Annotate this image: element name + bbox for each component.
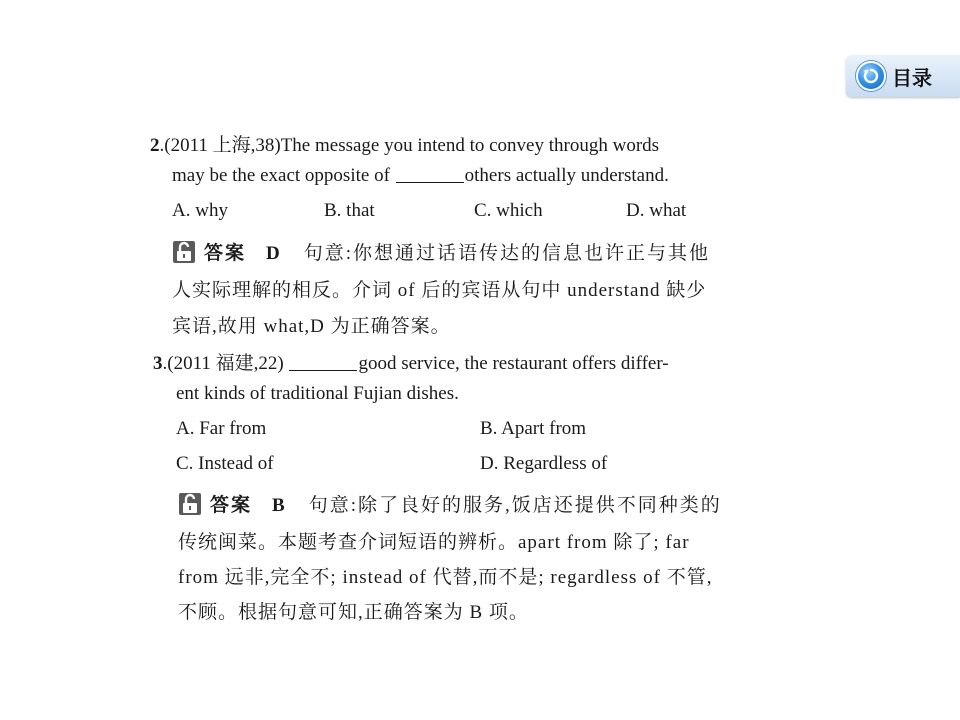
q3-answer-line bbox=[178, 490, 722, 517]
toc-button[interactable] bbox=[846, 55, 960, 97]
q3-line-1 bbox=[153, 348, 669, 375]
q2-option-a: A. why bbox=[172, 200, 228, 221]
q2-line-2 bbox=[172, 165, 669, 187]
q2-number: 2 bbox=[150, 135, 160, 156]
q2-option-c: C. which bbox=[474, 200, 543, 221]
unlock-icon bbox=[178, 492, 202, 516]
q2-option-d: D. what bbox=[626, 200, 687, 221]
q3-option-b: B. Apart from bbox=[480, 418, 587, 439]
q3-blank bbox=[289, 370, 357, 371]
q2-option-b: B. that bbox=[324, 200, 375, 221]
q2-answer-line bbox=[172, 238, 710, 265]
q3-answer-label: 答案 bbox=[210, 494, 253, 516]
q2-explanation-1: 句意:你想通过话语传达的信息也许正与其他 bbox=[303, 243, 711, 264]
q2-source: .(2011 上海,38) bbox=[159, 135, 281, 156]
q3-number: 3 bbox=[153, 353, 163, 374]
q2-explanation-2: 人实际理解的相反。介词 of 后的宾语从句中 understand 缺少 bbox=[172, 280, 707, 301]
refresh-icon bbox=[856, 61, 886, 91]
q3-explanation-4: 不顾。根据句意可知,正确答案为 B 项。 bbox=[178, 602, 529, 623]
q2-stem-b1: may be the exact opposite of bbox=[172, 165, 390, 186]
toc-label: 目录 bbox=[892, 65, 932, 90]
q3-explanation-2: 传统闽菜。本题考查介词短语的辨析。apart from 除了; far bbox=[178, 532, 690, 553]
q2-explanation-3: 宾语,故用 what,D 为正确答案。 bbox=[172, 316, 451, 337]
q3-option-a: A. Far from bbox=[176, 418, 267, 439]
q2-stem-b2: others actually understand. bbox=[464, 165, 669, 186]
q2-blank bbox=[396, 182, 464, 183]
q3-stem-b: ent kinds of traditional Fujian dishes. bbox=[176, 383, 459, 404]
q3-explanation-1: 句意:除了良好的服务,饭店还提供不同种类的 bbox=[308, 495, 722, 516]
unlock-icon bbox=[172, 240, 196, 264]
q2-stem-a: The message you intend to convey through words bbox=[280, 135, 660, 156]
q3-explanation-3: from 远非,完全不; instead of 代替,而不是; regardless of 不管, bbox=[178, 567, 713, 588]
q3-answer: B bbox=[272, 495, 287, 516]
q2-answer-label: 答案 bbox=[204, 242, 247, 264]
q3-option-d: D. Regardless of bbox=[480, 453, 608, 474]
q2-answer: D bbox=[266, 243, 282, 264]
q3-source: .(2011 福建,22) bbox=[162, 353, 284, 374]
q3-stem-a2: good service, the restaurant offers differ- bbox=[358, 353, 669, 374]
q3-option-c: C. Instead of bbox=[176, 453, 274, 474]
q2-line-1 bbox=[150, 130, 659, 157]
